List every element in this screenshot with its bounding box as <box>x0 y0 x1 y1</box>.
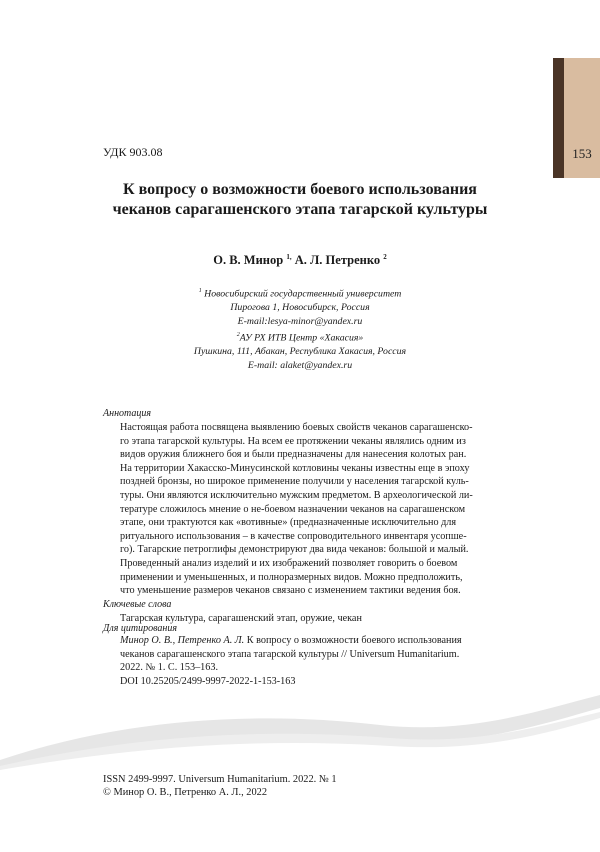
abstract-line: На территории Хакасско-Минусинской котловины чеканы известны еще в эпоху <box>120 462 470 474</box>
affil-sup-1: 1 <box>198 288 202 294</box>
affil-sup-2: 2 <box>236 331 240 338</box>
citation-text <box>120 634 506 688</box>
abstract-line: что уменьшение размеров чеканов связано с изменением тактики ведения боя. <box>120 585 461 597</box>
author-1: О. В. Минор <box>213 253 284 268</box>
affil-line-6: E-mail: alaket@yandex.ru <box>247 359 353 371</box>
affil-line-2: Пирогова 1, Новосибирск, Россия <box>230 302 370 314</box>
author-1-sup: 1, <box>286 253 292 261</box>
decorative-wave <box>0 690 600 770</box>
abstract-line: туры. Они являются исключительно мужским предметом. В археологической ли- <box>120 489 473 501</box>
title-line-1: К вопросу о возможности боевого использования <box>123 181 477 198</box>
citation-authors: Минор О. В., Петренко А. Л. <box>120 635 245 646</box>
abstract-line: Настоящая работа посвящена выявлению боевых свойств чеканов сарагашенско- <box>120 422 473 433</box>
abstract-text <box>120 421 506 598</box>
citation-label: Для цитирования <box>103 623 177 634</box>
affil-line-3: E-mail:lesya-minor@yandex.ru <box>237 315 363 327</box>
affil-line-4: АУ РХ ИТВ Центр «Хакасия» <box>239 331 364 343</box>
abstract-line: поздней бронзы, но широкое применение получили у населения тагарской куль- <box>120 476 469 488</box>
footer-copyright: © Минор О. В., Петренко А. Л., 2022 <box>103 787 268 798</box>
citation-line-3: 2022. № 1. С. 153–163. <box>120 662 219 674</box>
udk-code: УДК 903.08 <box>103 145 163 159</box>
footer <box>103 773 337 799</box>
authors <box>60 253 540 268</box>
abstract-label: Аннотация <box>103 408 152 419</box>
abstract-line: го этапа тагарской культуры. На всем ее протяжении чеканы являлись одним из <box>120 435 466 447</box>
author-2: А. Л. Петренко <box>294 253 381 268</box>
abstract-line: этапе, они трактуются как «вотивные» (предназначенные исключительно для <box>120 517 457 529</box>
abstract-line: го). Тагарские петроглифы демонстрируют два вида чеканов: большой и малый. <box>120 544 469 556</box>
keywords-text: Тагарская культура, сарагашенский этап, оружие, чекан <box>120 613 362 624</box>
abstract-line: ритуального использования – в качестве сопроводительного инвентаря усопше- <box>120 530 467 542</box>
abstract-line: Проведенный анализ изделий и их изображений позволяет говорить о боевом <box>120 557 458 569</box>
title-line-2: чеканов сарагашенского этапа тагарской культуры <box>112 201 488 218</box>
citation-doi: DOI 10.25205/2499-9997-2022-1-153-163 <box>120 675 296 687</box>
citation-line-1: К вопросу о возможности боевого использования <box>244 635 462 646</box>
affil-line-1: Новосибирский государственный университет <box>204 288 402 300</box>
affil-line-5: Пушкина, 111, Абакан, Республика Хакасия, Россия <box>193 345 407 357</box>
abstract-line: тературе сложилось мнение о не-боевом назначении чеканов на сарагашенском <box>120 503 466 515</box>
page-number: 153 <box>572 146 592 161</box>
page-tab-dark <box>553 58 564 178</box>
article-title <box>60 180 540 220</box>
keywords-label: Ключевые слова <box>103 599 172 610</box>
footer-issn: ISSN 2499-9997. Universum Humanitarium. 2022. № 1 <box>103 774 337 785</box>
abstract-line: видов оружия ближнего боя и были предназначены для нанесения колотых ран. <box>120 449 467 461</box>
affiliations <box>60 285 540 372</box>
abstract-line: применении и уменьшенных, и полноразмерных видов. Можно предположить, <box>120 571 463 583</box>
citation-line-2: чеканов сарагашенского этапа тагарской культуры // Universum Humanitarium. <box>120 648 460 660</box>
author-2-sup: 2 <box>383 253 387 261</box>
